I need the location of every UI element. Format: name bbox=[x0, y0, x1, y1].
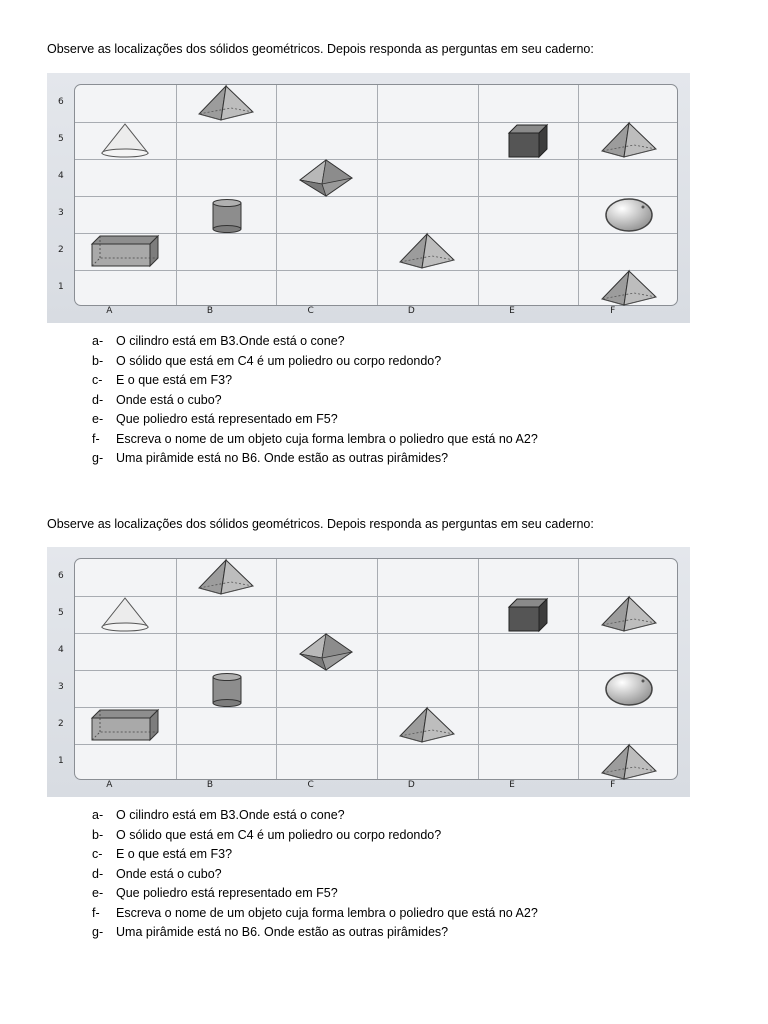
row-label: 3 bbox=[58, 681, 64, 692]
grid-line-horizontal bbox=[75, 744, 677, 745]
solids-grid-figure bbox=[47, 547, 690, 797]
question-letter: g- bbox=[92, 451, 104, 465]
question-text: Escreva o nome de um objeto cuja forma lembra o poliedro que está no A2? bbox=[116, 431, 538, 446]
question-text: O sólido que está em C4 é um poliedro ou corpo redondo? bbox=[116, 827, 442, 842]
row-label: 2 bbox=[58, 244, 64, 255]
grid-line-vertical bbox=[276, 85, 277, 305]
square-pyramid-icon bbox=[594, 269, 664, 309]
question-letter: a- bbox=[92, 334, 104, 348]
question-letter: f- bbox=[92, 431, 100, 446]
grid-line-vertical bbox=[276, 559, 277, 779]
row-label: 6 bbox=[58, 570, 64, 581]
grid-line-vertical bbox=[478, 559, 479, 779]
square-pyramid-icon bbox=[191, 558, 261, 598]
question-text: Uma pirâmide está no B6. Onde estão as outras pirâmides? bbox=[116, 451, 449, 465]
question-text: E o que está em F3? bbox=[116, 847, 233, 861]
question-text: O sólido que está em C4 é um poliedro ou corpo redondo? bbox=[116, 353, 442, 368]
grid-line-vertical bbox=[176, 85, 177, 305]
column-label: D bbox=[407, 780, 415, 790]
grid-line-horizontal bbox=[75, 707, 677, 708]
column-label: C bbox=[307, 780, 314, 790]
cone-icon bbox=[90, 595, 160, 635]
cone-icon bbox=[90, 121, 160, 161]
octahedron-icon bbox=[292, 158, 362, 198]
question-letter: g- bbox=[92, 925, 104, 939]
column-label: A bbox=[106, 780, 113, 790]
question-letter: b- bbox=[92, 827, 104, 842]
row-label: 4 bbox=[58, 170, 64, 181]
cube-icon bbox=[493, 121, 563, 161]
grid-line-horizontal bbox=[75, 596, 677, 597]
rectangular-prism-icon bbox=[90, 706, 160, 746]
solids-grid bbox=[74, 84, 678, 306]
row-label: 5 bbox=[58, 133, 64, 144]
row-label: 4 bbox=[58, 644, 64, 655]
column-label: A bbox=[106, 306, 113, 316]
sphere-icon bbox=[594, 195, 664, 235]
cube-icon bbox=[493, 595, 563, 635]
grid-line-vertical bbox=[578, 85, 579, 305]
question-text: O cilindro está em B3.Onde está o cone? bbox=[116, 808, 345, 822]
octahedron-icon bbox=[292, 632, 362, 672]
grid-line-horizontal bbox=[75, 159, 677, 160]
row-label: 1 bbox=[58, 755, 64, 766]
question-letter: c- bbox=[92, 847, 103, 861]
grid-line-vertical bbox=[478, 85, 479, 305]
grid-line-vertical bbox=[377, 85, 378, 305]
row-label: 1 bbox=[58, 281, 64, 292]
column-label: B bbox=[206, 306, 214, 316]
question-letter: a- bbox=[92, 808, 104, 822]
column-label: D bbox=[407, 306, 415, 316]
question-text: Uma pirâmide está no B6. Onde estão as outras pirâmides? bbox=[116, 925, 449, 939]
question-text: O cilindro está em B3.Onde está o cone? bbox=[116, 334, 345, 348]
question-letter: b- bbox=[92, 353, 104, 368]
question-text: Que poliedro está representado em F5? bbox=[116, 886, 338, 900]
question-letter: f- bbox=[92, 905, 100, 920]
question-letter: e- bbox=[92, 886, 104, 900]
rectangular-prism-icon bbox=[90, 232, 160, 272]
grid-line-vertical bbox=[377, 559, 378, 779]
square-pyramid-icon bbox=[594, 121, 664, 161]
instruction-text: Observe as localizações dos sólidos geométricos. Depois responda as perguntas em seu caderno: bbox=[47, 517, 594, 531]
question-text: Que poliedro está representado em F5? bbox=[116, 412, 338, 426]
grid-line-horizontal bbox=[75, 633, 677, 634]
square-pyramid-icon bbox=[392, 232, 462, 272]
cylinder-icon bbox=[191, 195, 261, 235]
row-label: 2 bbox=[58, 718, 64, 729]
question-letter: c- bbox=[92, 373, 103, 387]
square-pyramid-icon bbox=[594, 595, 664, 635]
grid-line-horizontal bbox=[75, 196, 677, 197]
column-label: C bbox=[307, 306, 314, 316]
grid-line-vertical bbox=[578, 559, 579, 779]
solids-grid bbox=[74, 558, 678, 780]
question-text: Onde está o cubo? bbox=[116, 392, 222, 407]
sphere-icon bbox=[594, 669, 664, 709]
instruction-text: Observe as localizações dos sólidos geométricos. Depois responda as perguntas em seu caderno: bbox=[47, 42, 594, 56]
square-pyramid-icon bbox=[594, 743, 664, 783]
row-label: 5 bbox=[58, 607, 64, 618]
column-label: E bbox=[509, 780, 515, 790]
question-letter: d- bbox=[92, 392, 104, 407]
question-text: E o que está em F3? bbox=[116, 373, 233, 387]
grid-line-horizontal bbox=[75, 670, 677, 671]
grid-line-horizontal bbox=[75, 233, 677, 234]
question-letter: e- bbox=[92, 412, 104, 426]
column-label: F bbox=[610, 780, 616, 790]
square-pyramid-icon bbox=[392, 706, 462, 746]
column-label: B bbox=[206, 780, 214, 790]
column-label: F bbox=[610, 306, 616, 316]
column-label: E bbox=[509, 306, 515, 316]
question-text: Onde está o cubo? bbox=[116, 866, 222, 881]
row-label: 6 bbox=[58, 96, 64, 107]
grid-line-horizontal bbox=[75, 122, 677, 123]
question-letter: d- bbox=[92, 866, 104, 881]
row-label: 3 bbox=[58, 207, 64, 218]
grid-line-vertical bbox=[176, 559, 177, 779]
square-pyramid-icon bbox=[191, 84, 261, 124]
grid-line-horizontal bbox=[75, 270, 677, 271]
cylinder-icon bbox=[191, 669, 261, 709]
question-text: Escreva o nome de um objeto cuja forma lembra o poliedro que está no A2? bbox=[116, 905, 538, 920]
solids-grid-figure bbox=[47, 73, 690, 323]
